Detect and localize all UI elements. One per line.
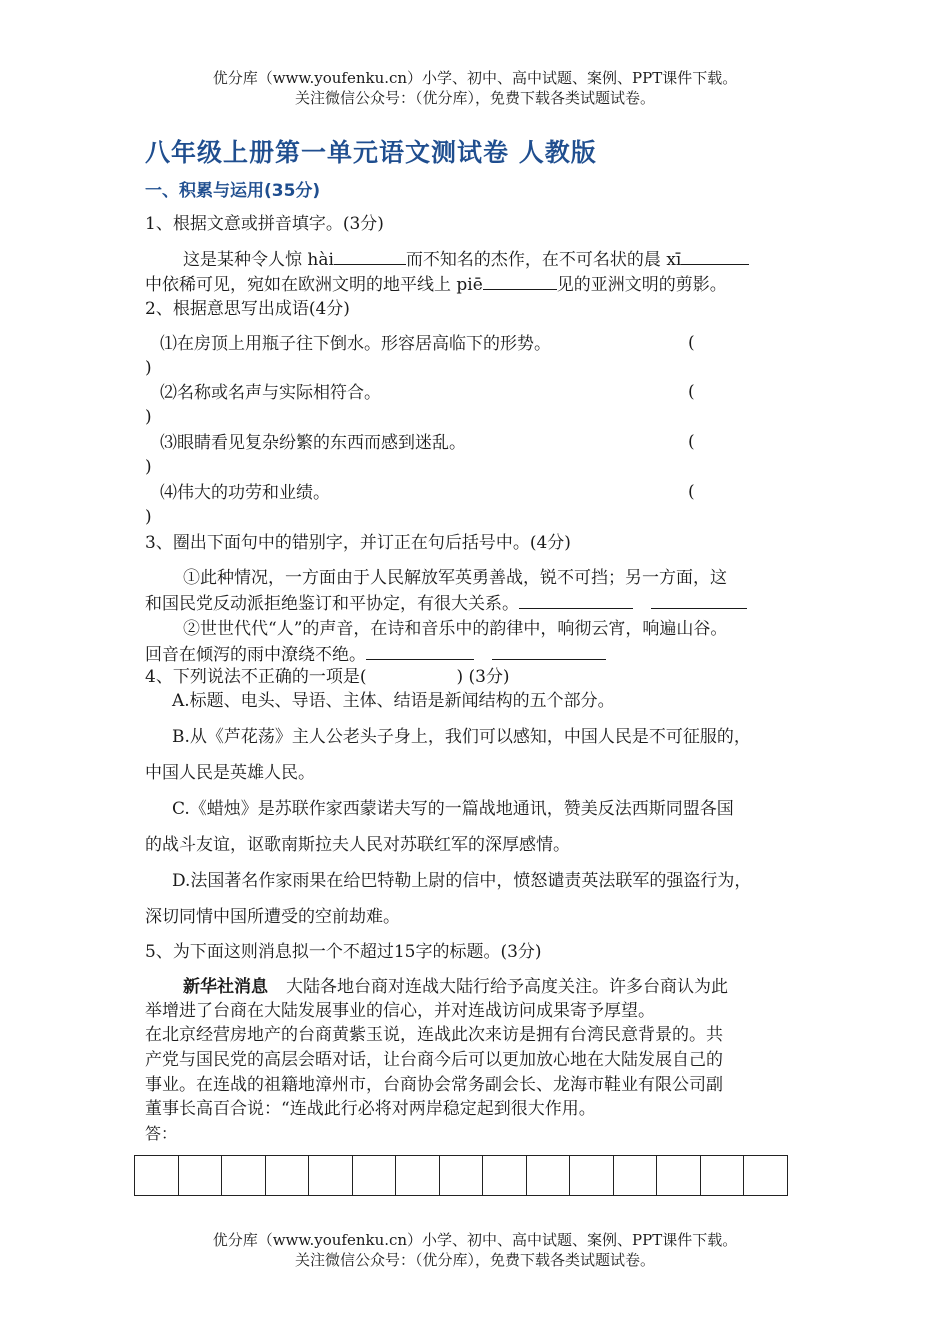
q2-item-2: ⑵名称或名声与实际相符合。: [160, 383, 381, 403]
answer-cell[interactable]: [396, 1156, 440, 1195]
q4-heading-a: 4、下列说法不正确的一项是(: [145, 667, 367, 687]
q5-heading: 5、为下面这则消息拟一个不超过15字的标题。(3分): [145, 942, 542, 962]
q1-text-2b: 见的亚洲文明的剪影。: [556, 275, 727, 295]
q4-option-d2: 深切同情中国所遭受的空前劫难。: [145, 907, 400, 927]
q3-blank-2[interactable]: [651, 592, 747, 609]
q2-paren-close-4: ): [145, 507, 152, 527]
q4-option-c2: 的战斗友谊，讴歌南斯拉夫人民对苏联红军的深厚感情。: [145, 835, 570, 855]
q1-text-1b: 而不知名的杰作，在不可名状的晨 xī: [405, 250, 682, 270]
q2-paren-open-3: (: [688, 432, 695, 452]
answer-cell[interactable]: [483, 1156, 527, 1195]
answer-cell[interactable]: [570, 1156, 614, 1195]
q4-option-c1: C.《蜡烛》是苏联作家西蒙诺夫写的一篇战地通讯，赞美反法西斯同盟各国: [172, 799, 734, 819]
q1-line2: [145, 273, 727, 296]
answer-cell[interactable]: [266, 1156, 310, 1195]
q2-item-4: ⑷伟大的功劳和业绩。: [160, 483, 330, 503]
answer-cell[interactable]: [179, 1156, 223, 1195]
q3-sentence-1a: ①此种情况，一方面由于人民解放军英勇善战，锐不可挡；另一方面，这: [183, 568, 727, 588]
answer-cell[interactable]: [527, 1156, 571, 1195]
answer-cell[interactable]: [440, 1156, 484, 1195]
answer-cell[interactable]: [353, 1156, 397, 1195]
q5-para-5: 事业。在连战的祖籍地漳州市，台商协会常务副会长、龙海市鞋业有限公司副: [145, 1075, 723, 1095]
answer-cell[interactable]: [309, 1156, 353, 1195]
q3-text-2b: 回音在倾泻的雨中潦绕不绝。: [145, 645, 366, 665]
answer-cell[interactable]: [614, 1156, 658, 1195]
q2-paren-close-2: ): [145, 407, 152, 427]
answer-cell[interactable]: [135, 1156, 179, 1195]
q4-heading: [145, 666, 510, 688]
q1-blank-1[interactable]: [334, 248, 406, 265]
q5-para-1: [183, 976, 728, 998]
q4-option-b1: B.从《芦花荡》主人公老头子身上，我们可以感知，中国人民是不可征服的，: [172, 727, 751, 747]
page-footer-line1: 优分库（www.youfenku.cn）小学、初中、高中试题、案例、PPT课件下载。: [212, 1231, 738, 1249]
q1-heading: 1、根据文意或拼音填字。(3分): [145, 214, 384, 234]
q3-blank-4[interactable]: [492, 643, 606, 660]
q4-option-a: A.标题、电头、导语、主体、结语是新闻结构的五个部分。: [172, 691, 615, 711]
q4-option-d1: D.法国著名作家雨果在给巴特勒上尉的信中，愤怒谴责英法联军的强盗行为，: [172, 871, 752, 891]
q5-para-3: 在北京经营房地产的台商黄紫玉说，连战此次来访是拥有台湾民意背景的。共: [145, 1025, 723, 1045]
q5-text-1: 大陆各地台商对连战大陆行给予高度关注。许多台商认为此: [286, 977, 728, 997]
answer-cell[interactable]: [222, 1156, 266, 1195]
q3-sentence-2a: ②世世代代“人”的声音，在诗和音乐中的韵律中，响彻云宵，响遍山谷。: [183, 619, 728, 639]
q2-item-3: ⑶眼睛看见复杂纷繁的东西而感到迷乱。: [160, 433, 466, 453]
q1-blank-2[interactable]: [681, 248, 749, 265]
q5-para-6: 董事长高百合说：“连战此行必将对两岸稳定起到很大作用。: [145, 1099, 596, 1119]
page-header-line2: 关注微信公众号：（优分库），免费下载各类试题试卷。: [294, 89, 655, 107]
q5-para-4: 产党与国民党的高层会晤对话，让台商今后可以更加放心地在大陆发展自己的: [145, 1050, 723, 1070]
q5-answer-label: 答：: [145, 1124, 178, 1143]
q2-item-1: ⑴在房顶上用瓶子往下倒水。形容居高临下的形势。: [160, 334, 551, 354]
q3-sentence-1b: [145, 592, 747, 615]
answer-cell[interactable]: [744, 1156, 787, 1195]
answer-cell[interactable]: [657, 1156, 701, 1195]
q2-paren-open-4: (: [688, 482, 695, 502]
q3-blank-1[interactable]: [519, 592, 633, 609]
q5-lead: 新华社消息: [183, 977, 268, 997]
page-footer-line2: 关注微信公众号：（优分库），免费下载各类试题试卷。: [294, 1251, 655, 1269]
q2-paren-close-3: ): [145, 457, 152, 477]
q2-paren-close-1: ): [145, 358, 152, 378]
q2-paren-open-2: (: [688, 382, 695, 402]
q4-option-b2: 中国人民是英雄人民。: [145, 763, 315, 783]
page-header-line1: 优分库（www.youfenku.cn）小学、初中、高中试题、案例、PPT课件下载。: [212, 69, 738, 87]
q3-heading: 3、圈出下面句中的错别字，并订正在句后括号中。(4分): [145, 533, 571, 553]
answer-cell[interactable]: [701, 1156, 745, 1195]
q1-blank-3[interactable]: [483, 273, 557, 290]
page-title: 八年级上册第一单元语文测试卷 人教版: [145, 138, 597, 167]
q1-text-2a: 中依稀可见，宛如在欧洲文明的地平线上 piē: [145, 275, 483, 295]
q5-para-2: 举增进了台商在大陆发展事业的信心，并对连战访问成果寄予厚望。: [145, 1001, 655, 1021]
section-heading: 一、积累与运用(35分): [145, 181, 321, 201]
q1-line1: [183, 248, 749, 271]
q3-text-1b: 和国民党反动派拒绝鉴订和平协定，有很大关系。: [145, 594, 519, 614]
q3-blank-3[interactable]: [366, 643, 474, 660]
answer-grid[interactable]: [134, 1155, 788, 1196]
q2-paren-open-1: (: [688, 333, 695, 353]
q3-sentence-2b: [145, 643, 606, 666]
q2-heading: 2、根据意思写出成语(4分): [145, 299, 350, 319]
q1-text-1a: 这是某种令人惊 hài: [183, 250, 334, 270]
q4-heading-b: ) (3分): [456, 667, 510, 687]
